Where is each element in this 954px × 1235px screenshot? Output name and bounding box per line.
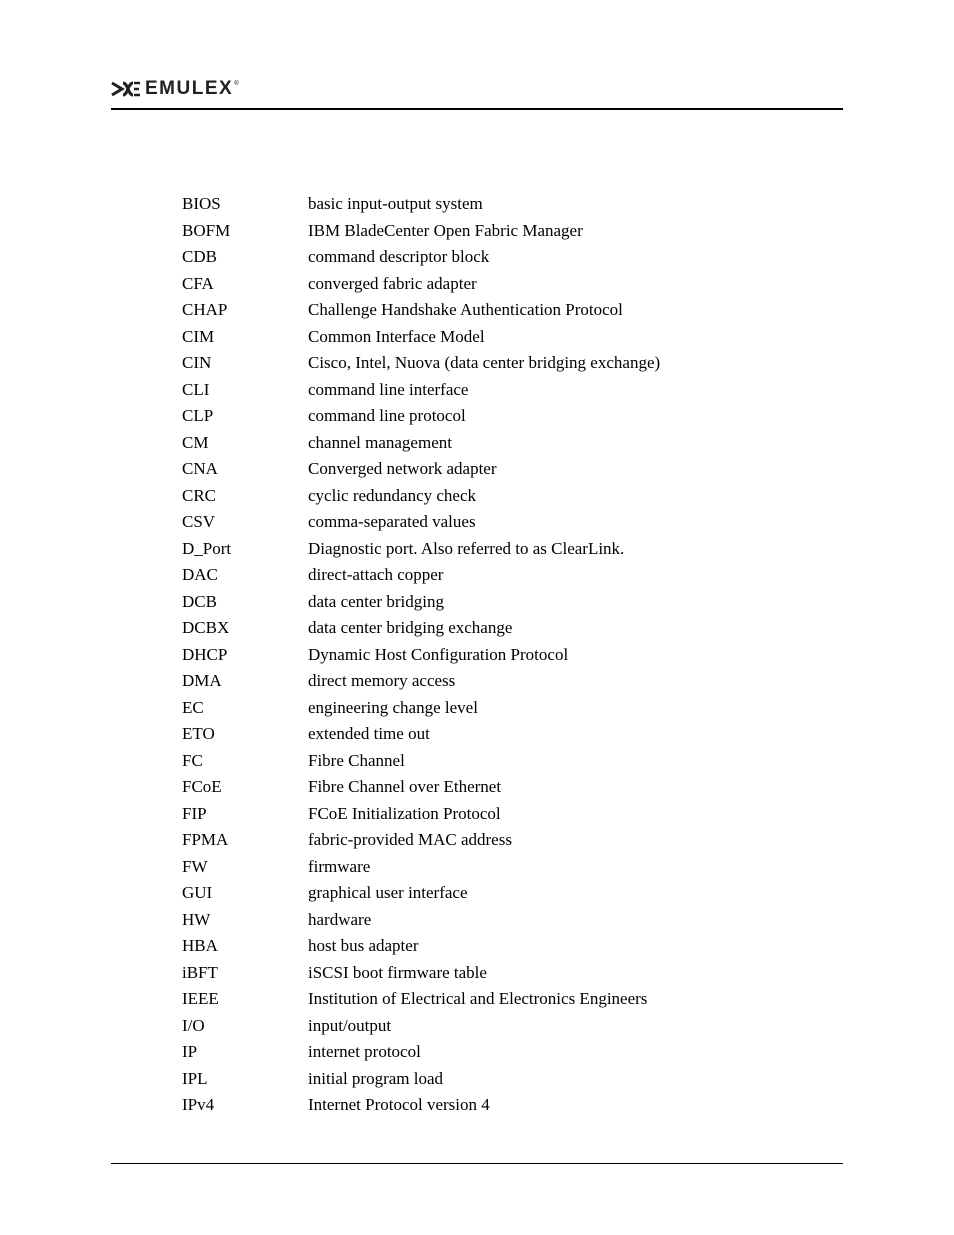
abbreviations-list — [182, 191, 822, 1119]
emulex-logo — [111, 80, 239, 98]
abbreviation-term: HW — [182, 909, 211, 929]
abbreviation-term: CDB — [182, 247, 217, 267]
abbreviation-definition: Challenge Handshake Authentication Protocol — [308, 300, 623, 320]
abbreviation-term: GUI — [182, 883, 213, 903]
page-header — [111, 78, 843, 110]
abbreviation-term: ETO — [182, 724, 215, 744]
glossary-row — [182, 377, 822, 404]
abbreviation-term: CM — [182, 432, 209, 452]
abbreviation-definition: graphical user interface — [308, 883, 468, 903]
glossary-row — [182, 668, 822, 695]
glossary-row — [182, 430, 822, 457]
abbreviation-term: BOFM — [182, 220, 231, 240]
abbreviation-term: FC — [182, 750, 203, 770]
abbreviation-term: DAC — [182, 565, 218, 585]
abbreviation-term: IPv4 — [182, 1095, 215, 1115]
abbreviation-term: DCB — [182, 591, 217, 611]
abbreviation-term: I/O — [182, 1015, 205, 1035]
abbreviation-definition: data center bridging — [308, 591, 444, 611]
glossary-row — [182, 1092, 822, 1119]
glossary-row — [182, 880, 822, 907]
abbreviation-definition: Internet Protocol version 4 — [308, 1095, 490, 1115]
glossary-row — [182, 536, 822, 563]
abbreviation-definition: internet protocol — [308, 1042, 421, 1062]
glossary-row — [182, 960, 822, 987]
abbreviation-definition: IBM BladeCenter Open Fabric Manager — [308, 220, 583, 240]
abbreviation-definition: command line interface — [308, 379, 469, 399]
abbreviation-term: CLI — [182, 379, 210, 399]
abbreviation-term: IP — [182, 1042, 198, 1062]
glossary-row — [182, 642, 822, 669]
glossary-row — [182, 350, 822, 377]
abbreviation-definition: fabric-provided MAC address — [308, 830, 512, 850]
abbreviation-definition: Converged network adapter — [308, 459, 497, 479]
glossary-row — [182, 589, 822, 616]
abbreviation-definition: direct-attach copper — [308, 565, 444, 585]
abbreviation-term: CIM — [182, 326, 215, 346]
abbreviation-term: CNA — [182, 459, 218, 479]
abbreviation-term: CFA — [182, 273, 214, 293]
abbreviation-definition: Fibre Channel — [308, 750, 405, 770]
glossary-row — [182, 854, 822, 881]
abbreviation-term: CRC — [182, 485, 217, 505]
abbreviation-definition: input/output — [308, 1015, 392, 1035]
glossary-row — [182, 218, 822, 245]
emulex-logo-text: EMULEX — [145, 78, 234, 99]
abbreviation-definition: Cisco, Intel, Nuova (data center bridging exchange) — [308, 353, 661, 373]
glossary-row — [182, 403, 822, 430]
glossary-row — [182, 562, 822, 589]
abbreviation-definition: cyclic redundancy check — [308, 485, 477, 505]
abbreviation-term: CLP — [182, 406, 214, 426]
abbreviation-term: CSV — [182, 512, 216, 532]
glossary-row — [182, 801, 822, 828]
abbreviation-term: EC — [182, 697, 204, 717]
abbreviation-definition: direct memory access — [308, 671, 456, 691]
abbreviation-definition: basic input-output system — [308, 194, 483, 214]
glossary-row — [182, 748, 822, 775]
glossary-row — [182, 933, 822, 960]
glossary-row — [182, 1066, 822, 1093]
glossary-row — [182, 695, 822, 722]
abbreviation-definition: comma-separated values — [308, 512, 476, 532]
abbreviation-term: IPL — [182, 1068, 208, 1088]
glossary-row — [182, 827, 822, 854]
glossary-row — [182, 1039, 822, 1066]
emulex-logo-icon — [111, 81, 141, 97]
abbreviation-definition: Dynamic Host Configuration Protocol — [308, 644, 569, 664]
glossary-row — [182, 509, 822, 536]
abbreviation-term: IEEE — [182, 989, 219, 1009]
abbreviation-definition: firmware — [308, 856, 371, 876]
glossary-row — [182, 191, 822, 218]
trademark-symbol: ® — [234, 81, 239, 87]
abbreviation-definition: data center bridging exchange — [308, 618, 513, 638]
abbreviation-definition: command descriptor block — [308, 247, 490, 267]
abbreviation-definition: initial program load — [308, 1068, 444, 1088]
glossary-row — [182, 986, 822, 1013]
glossary-row — [182, 271, 822, 298]
abbreviation-definition: extended time out — [308, 724, 430, 744]
abbreviation-term: DMA — [182, 671, 222, 691]
abbreviation-definition: engineering change level — [308, 697, 478, 717]
abbreviation-term: CHAP — [182, 300, 228, 320]
glossary-row — [182, 244, 822, 271]
abbreviation-definition: command line protocol — [308, 406, 466, 426]
glossary-row — [182, 1013, 822, 1040]
abbreviation-definition: channel management — [308, 432, 452, 452]
abbreviation-term: FW — [182, 856, 208, 876]
abbreviation-definition: Common Interface Model — [308, 326, 485, 346]
glossary-row — [182, 324, 822, 351]
abbreviation-term: DCBX — [182, 618, 230, 638]
glossary-row — [182, 774, 822, 801]
abbreviation-term: BIOS — [182, 194, 221, 214]
glossary-row — [182, 456, 822, 483]
abbreviation-definition: Fibre Channel over Ethernet — [308, 777, 502, 797]
footer-divider — [111, 1163, 843, 1164]
abbreviation-definition: iSCSI boot firmware table — [308, 962, 487, 982]
glossary-row — [182, 483, 822, 510]
abbreviation-definition: Institution of Electrical and Electronics Engineers — [308, 989, 648, 1009]
abbreviation-definition: host bus adapter — [308, 936, 419, 956]
abbreviation-term: FPMA — [182, 830, 229, 850]
abbreviation-term: iBFT — [182, 962, 218, 982]
abbreviation-definition: converged fabric adapter — [308, 273, 477, 293]
glossary-row — [182, 907, 822, 934]
abbreviation-definition: Diagnostic port. Also referred to as ClearLink. — [308, 538, 625, 558]
abbreviation-definition: FCoE Initialization Protocol — [308, 803, 501, 823]
glossary-row — [182, 615, 822, 642]
glossary-row — [182, 297, 822, 324]
abbreviation-term: HBA — [182, 936, 218, 956]
abbreviation-term: D_Port — [182, 538, 232, 558]
abbreviation-term: DHCP — [182, 644, 228, 664]
abbreviation-definition: hardware — [308, 909, 372, 929]
glossary-row — [182, 721, 822, 748]
abbreviation-term: CIN — [182, 353, 212, 373]
abbreviation-term: FIP — [182, 803, 207, 823]
abbreviation-term: FCoE — [182, 777, 222, 797]
